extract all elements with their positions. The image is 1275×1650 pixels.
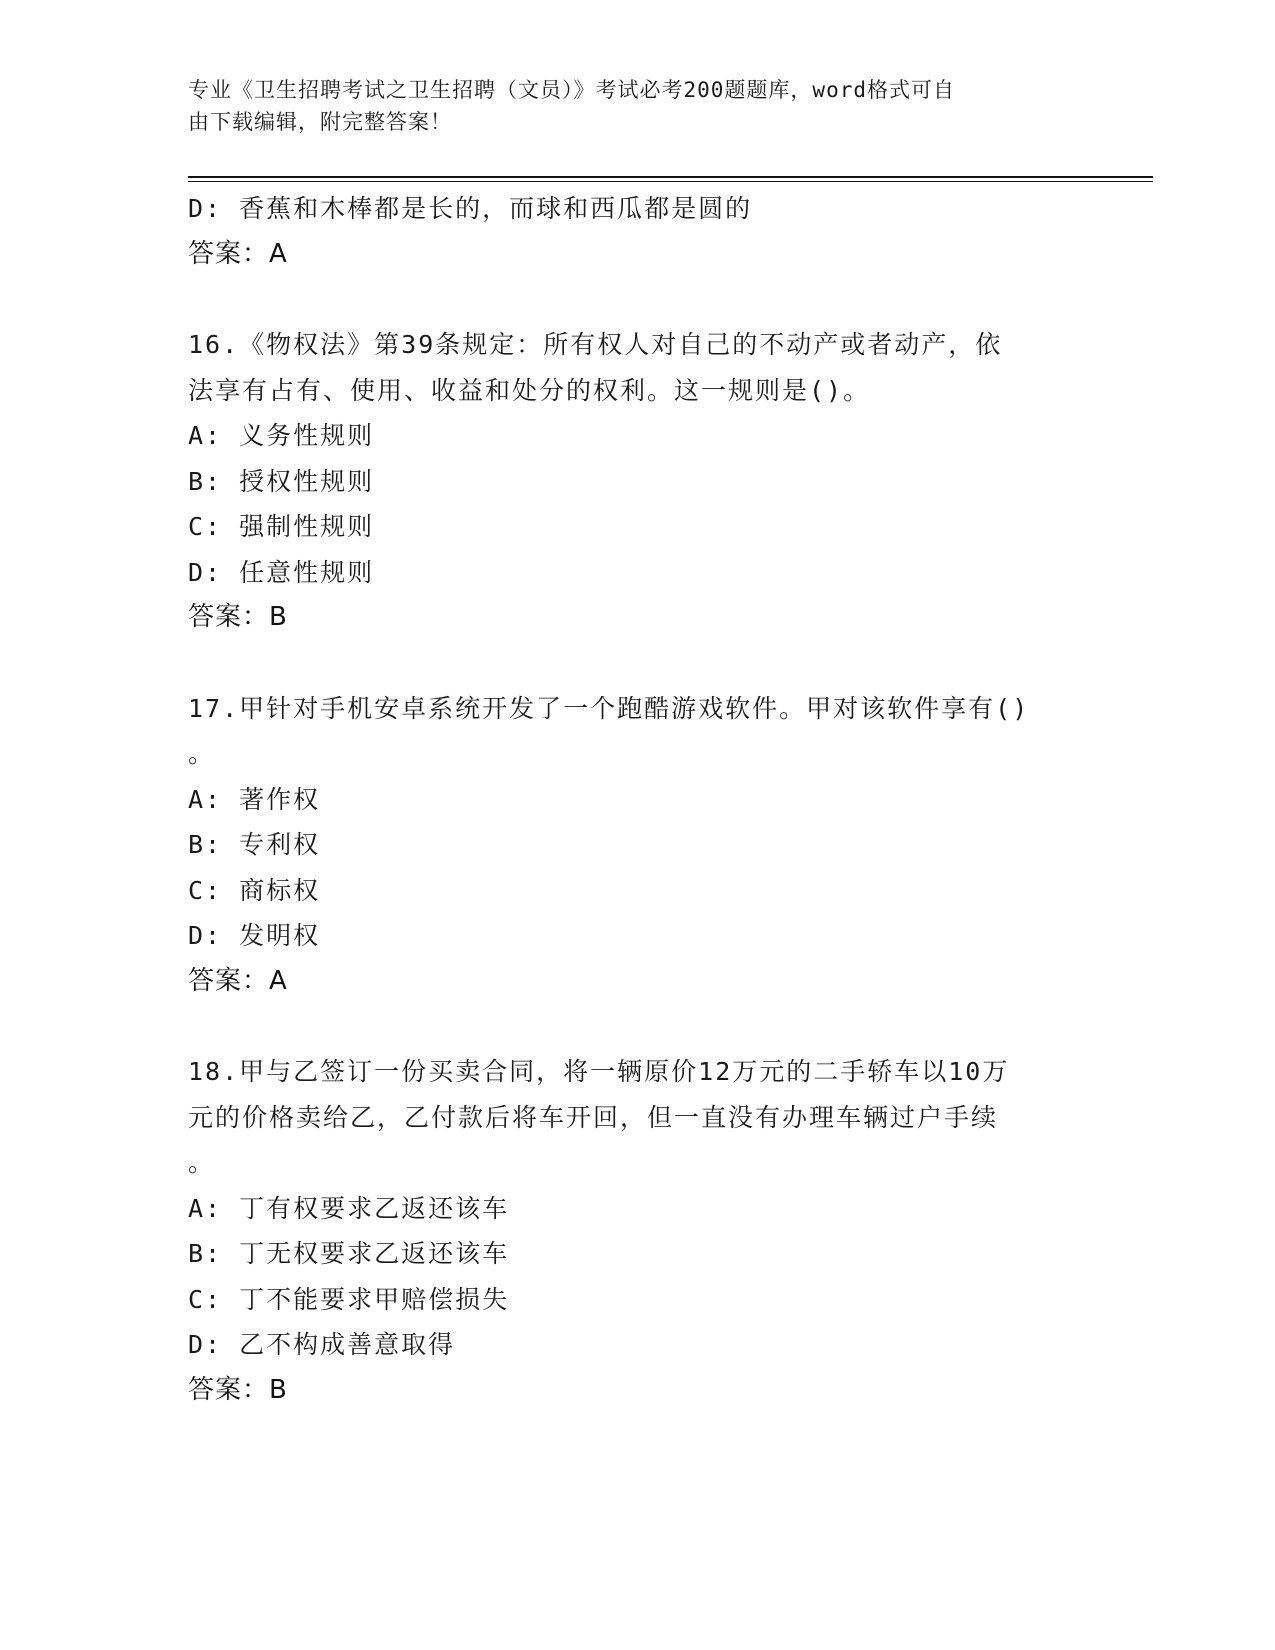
answer: 答案：A bbox=[188, 238, 288, 269]
header-line-1: 专业《卫生招聘考试之卫生招聘（文员）》考试必考200题题库，word格式可自 bbox=[188, 78, 955, 102]
option-a: A: 义务性规则 bbox=[188, 421, 375, 450]
question-stem-line: 17.甲针对手机安卓系统开发了一个跑酷游戏软件。甲对该软件享有() bbox=[188, 693, 1030, 723]
option-a: A: 丁有权要求乙返还该车 bbox=[188, 1193, 510, 1223]
spacer bbox=[188, 1004, 1068, 1049]
question-16 bbox=[188, 322, 1068, 641]
header-rule-thick bbox=[188, 176, 1153, 178]
option-a: A: 著作权 bbox=[188, 784, 321, 814]
question-stem-line: 元的价格卖给乙，乙付款后将车开回，但一直没有办理车辆过户手续 bbox=[188, 1102, 999, 1132]
question-17 bbox=[188, 686, 1068, 1005]
header-rule-thin bbox=[188, 181, 1153, 182]
answer: 答案：A bbox=[188, 965, 288, 996]
option-b: B: 丁无权要求乙返还该车 bbox=[188, 1239, 510, 1268]
question-15-tail bbox=[188, 186, 1068, 277]
question-stem-line: 。 bbox=[188, 739, 216, 768]
answer: 答案：B bbox=[188, 602, 288, 632]
spacer bbox=[188, 277, 1068, 322]
option-d: D: 任意性规则 bbox=[188, 557, 375, 587]
option-d: D: 香蕉和木棒都是长的，而球和西瓜都是圆的 bbox=[188, 194, 753, 223]
header-line-2: 由下载编辑，附完整答案！ bbox=[188, 110, 452, 134]
question-stem-line: 法享有占有、使用、收益和处分的权利。这一规则是()。 bbox=[188, 375, 871, 405]
option-d: D: 乙不构成善意取得 bbox=[188, 1330, 456, 1359]
question-18 bbox=[188, 1049, 1068, 1413]
question-stem-line: 18.甲与乙签订一份买卖合同，将一辆原价12万元的二手轿车以10万 bbox=[188, 1057, 1010, 1086]
question-stem-line: 16.《物权法》第39条规定：所有权人对自己的不动产或者动产，依 bbox=[188, 330, 1003, 359]
question-stem-line: 。 bbox=[188, 1148, 216, 1177]
option-b: B: 授权性规则 bbox=[188, 466, 375, 496]
spacer bbox=[188, 641, 1068, 686]
option-c: C: 丁不能要求甲赔偿损失 bbox=[188, 1284, 510, 1314]
option-c: C: 强制性规则 bbox=[188, 512, 375, 541]
answer: 答案：B bbox=[188, 1374, 288, 1405]
option-d: D: 发明权 bbox=[188, 921, 321, 950]
option-b: B: 专利权 bbox=[188, 830, 321, 859]
option-c: C: 商标权 bbox=[188, 875, 321, 905]
document-header bbox=[188, 74, 1068, 138]
question-list bbox=[188, 186, 1068, 1413]
